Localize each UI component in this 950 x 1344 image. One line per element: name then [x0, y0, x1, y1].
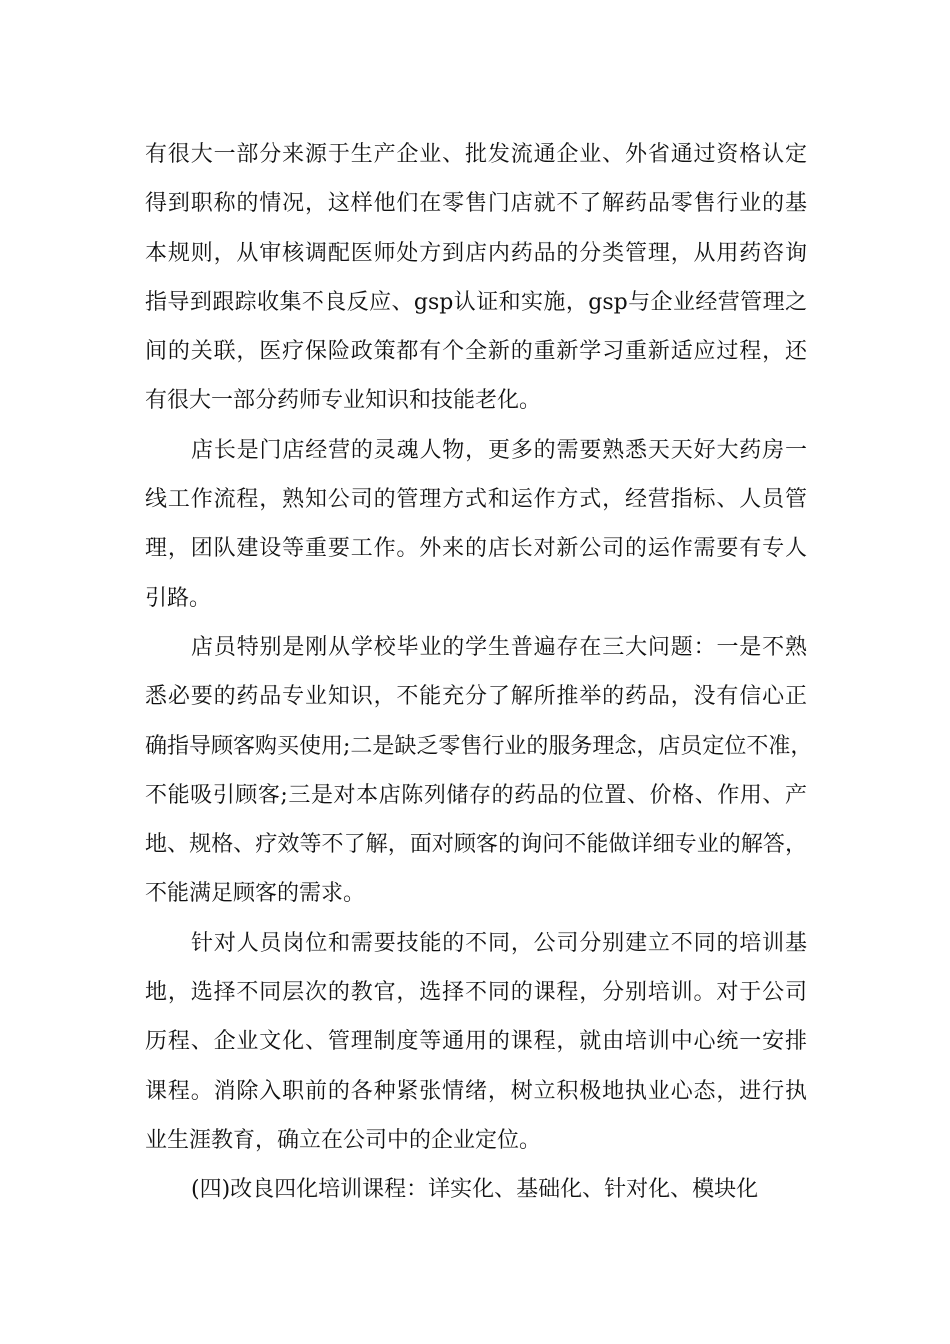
paragraph-first-line: 店员特别是刚从学校毕业的学生普遍存在三大问题：一是不熟	[191, 634, 807, 660]
text-line: 业生涯教育，确立在公司中的企业定位。	[145, 1127, 542, 1153]
text-line: 理，团队建设等重要工作。外来的店长对新公司的运作需要有专人	[145, 536, 807, 562]
text-line: 间的关联，医疗保险政策都有个全新的重新学习重新适应过程，还	[145, 339, 807, 365]
text-line: 地，选择不同层次的教官，选择不同的课程，分别培训。对于公司	[145, 980, 807, 1006]
paragraph-first-line: 针对人员岗位和需要技能的不同，公司分别建立不同的培训基	[191, 930, 807, 956]
text-line: 本规则，从审核调配医师处方到店内药品的分类管理，从用药咨询	[145, 240, 807, 266]
text-line: 历程、企业文化、管理制度等通用的课程，就由培训中心统一安排	[145, 1029, 807, 1055]
text-line: 地、规格、疗效等不了解，面对顾客的询问不能做详细专业的解答，	[145, 832, 807, 858]
text-line: 不能满足顾客的需求。	[145, 881, 366, 907]
text-line: 线工作流程，熟知公司的管理方式和运作方式，经营指标、人员管	[145, 487, 807, 513]
text-line: 有很大一部分来源于生产企业、批发流通企业、外省通过资格认定	[145, 142, 807, 167]
text-line: 不能吸引顾客;三是对本店陈列储存的药品的位置、价格、作用、产	[145, 782, 807, 808]
paragraph-first-line: 店长是门店经营的灵魂人物，更多的需要熟悉天天好大药房一	[191, 437, 807, 463]
text-line: 得到职称的情况，这样他们在零售门店就不了解药品零售行业的基	[145, 191, 807, 217]
text-line: 有很大一部分药师专业知识和技能老化。	[145, 388, 542, 414]
text-line: 指导到跟踪收集不良反应、gsp认证和实施，gsp与企业经营管理之	[145, 289, 807, 315]
document-body	[145, 130, 813, 1215]
text-line: 引路。	[145, 585, 212, 611]
section-heading: (四)改良四化培训课程：详实化、基础化、针对化、模块化	[191, 1177, 759, 1203]
text-line: 确指导顾客购买使用;二是缺乏零售行业的服务理念，店员定位不准，	[145, 733, 813, 759]
text-line: 课程。消除入职前的各种紧张情绪，树立积极地执业心态，进行执	[145, 1078, 807, 1104]
text-line: 悉必要的药品专业知识，不能充分了解所推举的药品，没有信心正	[145, 684, 807, 710]
